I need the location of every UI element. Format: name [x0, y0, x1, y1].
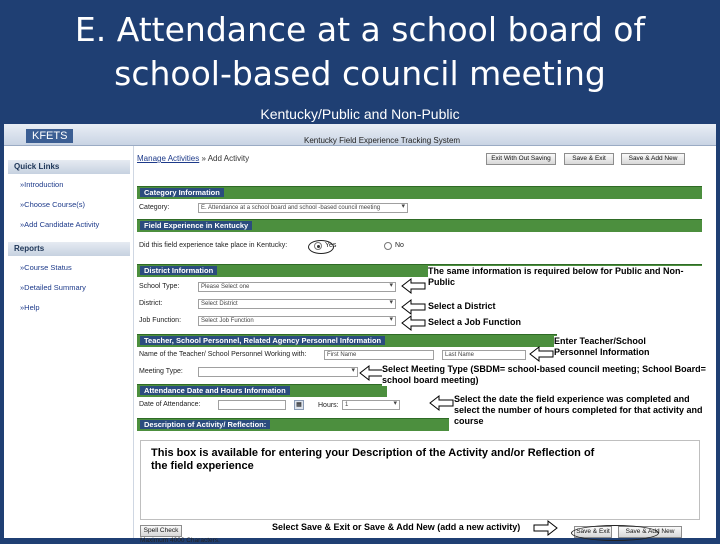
section-description-label: Description of Activity/ Reflection:	[140, 420, 270, 429]
arrow-left-icon	[402, 300, 426, 314]
meeting-type-select[interactable]	[198, 367, 358, 377]
date-attendance-label: Date of Attendance:	[139, 401, 201, 408]
district-label: District:	[139, 300, 163, 307]
breadcrumb-manage-activities[interactable]: Manage Activities	[137, 154, 200, 163]
sidebar-item-add-activity[interactable]: »Add Candidate Activity	[20, 220, 100, 229]
ky-no-label: No	[395, 242, 404, 249]
breadcrumb-sep: »	[199, 154, 208, 163]
exit-without-saving-button[interactable]: Exit With Out Saving	[486, 153, 556, 165]
hours-label: Hours:	[318, 402, 339, 409]
highlight-circle	[308, 240, 337, 254]
sidebar-item-detailed-summary[interactable]: »Detailed Summary	[20, 283, 86, 292]
calendar-icon[interactable]: ▦	[294, 400, 304, 410]
breadcrumb-current: Add Activity	[207, 154, 250, 163]
section-personnel	[137, 334, 557, 347]
section-attendance-label: Attendance Date and Hours Information	[140, 386, 290, 395]
ky-question-label: Did this field experience take place in Kentucky:	[139, 242, 288, 249]
section-field-ky	[137, 219, 702, 232]
spell-check-button[interactable]: Spell Check	[140, 525, 182, 537]
district-select[interactable]: Select District ▾	[198, 299, 396, 309]
sidebar-item-choose-courses[interactable]: »Choose Course(s)	[20, 200, 86, 209]
section-personnel-label: Teacher, School Personnel, Related Agency Personnel Information	[140, 336, 385, 345]
arrow-left-icon	[402, 316, 426, 330]
section-category-label: Category Information	[140, 188, 224, 197]
note-enter-teacher: Enter Teacher/School Personnel Information	[554, 336, 658, 358]
first-name-input[interactable]: First Name	[324, 350, 434, 360]
ky-yes-label: Yes	[325, 242, 337, 249]
hours-select[interactable]: 1 ▾	[342, 400, 400, 410]
job-function-select[interactable]: Select Job Function ▾	[198, 316, 396, 326]
arrow-right-icon	[534, 521, 558, 535]
highlight-circle-bottom	[571, 525, 659, 541]
arrow-left-icon	[430, 396, 454, 410]
sidebar-item-course-status[interactable]: »Course Status	[20, 263, 72, 272]
meeting-type-label: Meeting Type:	[139, 368, 183, 375]
note-select-job: Select a Job Function	[428, 317, 522, 327]
screenshot	[4, 124, 716, 544]
arrow-left-icon	[530, 347, 554, 361]
note-select-district: Select a District	[428, 301, 496, 311]
slide-title	[0, 8, 720, 96]
save-exit-button[interactable]: Save & Exit	[564, 153, 614, 165]
quick-links-header: Quick Links	[8, 160, 130, 174]
app-brand: KFETS	[26, 129, 73, 143]
sidebar-item-help[interactable]: »Help	[20, 303, 40, 312]
date-attendance-input[interactable]	[218, 400, 286, 410]
save-add-new-button[interactable]: Save & Add New	[621, 153, 685, 165]
app-header	[4, 124, 716, 146]
section-district-label: District Information	[140, 266, 217, 275]
note-date-hours: Select the date the field experience was completed and select the number of hours completed for that activity and course	[454, 394, 714, 427]
sidebar	[4, 146, 134, 538]
school-type-label: School Type:	[139, 283, 180, 290]
category-label: Category:	[139, 204, 170, 211]
section-field-ky-label: Field Experience in Kentucky	[140, 221, 252, 230]
description-hint: This box is available for entering your Description of the Activity and/or Reflection of the field experience	[151, 447, 595, 472]
note-save-hint: Select Save & Exit or Save & Add New (add a new activity)	[272, 522, 521, 532]
ky-no-radio[interactable]	[384, 242, 392, 250]
system-title: Kentucky Field Experience Tracking System	[304, 136, 461, 145]
category-select[interactable]: E. Attendance at a school board and school -based council meeting ▾	[198, 203, 408, 213]
title-line-2: school-based council meeting	[114, 54, 606, 93]
breadcrumb	[137, 154, 249, 163]
section-attendance	[137, 384, 387, 397]
section-description	[137, 418, 449, 431]
sidebar-item-introduction[interactable]: »Introduction	[20, 180, 64, 189]
last-name-input[interactable]: Last Name	[442, 350, 526, 360]
max-chars-note: Maximum 4000 Characters.	[140, 537, 220, 544]
note-meeting-type: Select Meeting Type (SBDM= school-based council meeting; School Board= school board meeting)	[382, 364, 716, 386]
job-function-label: Job Function:	[139, 317, 182, 324]
teacher-name-label: Name of the Teacher/ School Personnel Working with:	[139, 351, 307, 358]
description-textarea[interactable]	[140, 440, 700, 520]
bottom-save-exit-button[interactable]: Save & Exit	[574, 526, 612, 538]
arrow-left-icon	[360, 366, 384, 380]
note-same-info: The same information is required below for Public and Non-Public	[428, 266, 708, 288]
arrow-left-icon	[402, 279, 426, 293]
school-type-select[interactable]: Please Select one ▾	[198, 282, 396, 292]
bottom-save-add-new-button[interactable]: Save & Add New	[618, 526, 682, 538]
section-category	[137, 186, 702, 199]
title-line-1: E. Attendance at a school board of	[74, 10, 646, 49]
reports-header: Reports	[8, 242, 130, 256]
slide-subtitle: Kentucky/Public and Non-Public	[260, 106, 460, 122]
